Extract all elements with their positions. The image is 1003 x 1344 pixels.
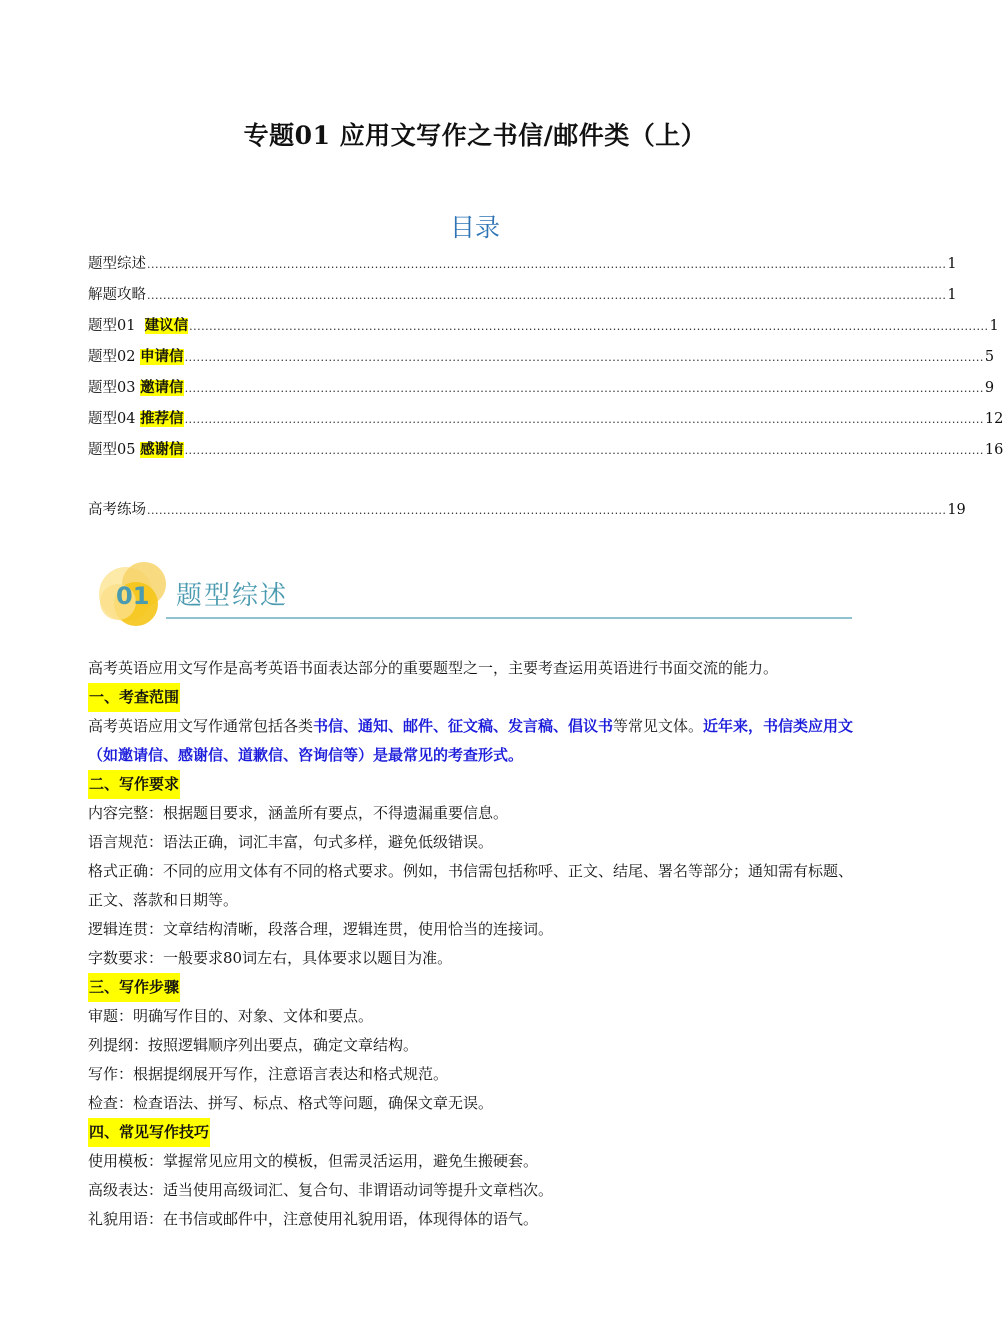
emphasis-text: 书信、通知、邮件、征文稿、发言稿、倡议书 xyxy=(313,717,614,735)
list-item: 审题：明确写作目的、对象、文体和要点。 xyxy=(88,1007,374,1025)
toc-highlight: 邀请信 xyxy=(140,380,184,396)
list-item: 格式正确：不同的应用文体有不同的格式要求。例如，书信需包括称呼、正文、结尾、署名等部分；通知需有标题、正文、落款和日期等。 xyxy=(88,862,854,909)
toc-page: 1 xyxy=(989,318,999,334)
list-item: 写作：根据提纲展开写作，注意语言表达和格式规范。 xyxy=(88,1065,449,1083)
toc-row[interactable] xyxy=(88,345,995,376)
list-item: 逻辑连贯：文章结构清晰，段落合理，逻辑连贯，使用恰当的连接词。 xyxy=(88,920,554,938)
intro-paragraph: 高考英语应用文写作是高考英语书面表达部分的重要题型之一，主要考查运用英语进行书面交流的能力。 xyxy=(88,659,779,677)
toc-leader: ........................................................................................................................................................................................................ xyxy=(147,504,947,517)
list-item: 列提纲：按照逻辑顺序列出要点，确定文章结构。 xyxy=(88,1036,419,1054)
toc-leader: ........................................................................................................................................................................................................ xyxy=(147,289,947,302)
section-heading: 四、常见写作技巧 xyxy=(88,1118,210,1147)
emphasis-text: 近年来，书信类应用文（如邀请信、感谢信、道歉信、咨询信等）是最常见的考查形式。 xyxy=(88,717,854,764)
toc-label: 题型03 xyxy=(88,380,141,396)
list-item: 检查：检查语法、拼写、标点、格式等问题，确保文章无误。 xyxy=(88,1094,494,1112)
toc-leader: ........................................................................................................................................................................................................ xyxy=(189,320,989,333)
section-heading: 三、写作步骤 xyxy=(88,973,180,1002)
list-item: 礼貌用语：在书信或邮件中，注意使用礼貌用语，体现得体的语气。 xyxy=(88,1210,539,1228)
toc-row[interactable] xyxy=(88,376,995,407)
section-number: 01 xyxy=(116,582,150,610)
toc-leader: ........................................................................................................................................................................................................ xyxy=(184,351,984,364)
scope-paragraph: 高考英语应用文写作通常包括各类书信、通知、邮件、征文稿、发言稿、倡议书等常见文体。近年来，书信类应用文（如邀请信、感谢信、道歉信、咨询信等）是最常见的考查形式。 xyxy=(88,717,854,764)
list-item: 语言规范：语法正确，词汇丰富，句式多样，避免低级错误。 xyxy=(88,833,494,851)
toc-label: 高考练场 xyxy=(88,502,146,518)
toc-row[interactable] xyxy=(88,498,966,529)
section-banner xyxy=(96,562,856,626)
table-of-contents xyxy=(88,252,1003,529)
toc-highlight: 推荐信 xyxy=(140,411,184,427)
toc-leader: ........................................................................................................................................................................................................ xyxy=(184,413,984,426)
document-title: 专题01 应用文写作之书信/邮件类（上） xyxy=(243,121,707,150)
toc-row[interactable] xyxy=(88,438,1003,469)
toc-page: 12 xyxy=(984,411,1003,427)
toc-leader: ........................................................................................................................................................................................................ xyxy=(184,382,984,395)
list-item: 字数要求：一般要求80词左右，具体要求以题目为准。 xyxy=(88,949,453,967)
section-heading: 一、考查范围 xyxy=(88,683,180,712)
toc-row[interactable] xyxy=(88,407,1003,438)
toc-label: 题型04 xyxy=(88,411,141,427)
toc-row[interactable] xyxy=(88,252,957,283)
toc-page: 19 xyxy=(947,502,966,518)
toc-highlight: 建议信 xyxy=(144,318,189,334)
list-item: 内容完整：根据题目要求，涵盖所有要点，不得遗漏重要信息。 xyxy=(88,804,509,822)
toc-row[interactable] xyxy=(88,283,957,314)
toc-highlight: 感谢信 xyxy=(140,442,184,458)
toc-label: 题型01 xyxy=(88,318,145,334)
toc-leader: ........................................................................................................................................................................................................ xyxy=(184,444,984,457)
toc-heading: 目录 xyxy=(449,213,500,242)
toc-label: 题型综述 xyxy=(88,256,146,272)
toc-label: 题型05 xyxy=(88,442,141,458)
section-title: 题型综述 xyxy=(176,581,289,611)
toc-highlight: 申请信 xyxy=(140,349,184,365)
overview-body xyxy=(88,654,864,1234)
toc-label: 题型02 xyxy=(88,349,141,365)
toc-page: 9 xyxy=(984,380,995,396)
toc-label: 解题攻略 xyxy=(88,287,146,303)
section-heading: 二、写作要求 xyxy=(88,770,180,799)
toc-page: 1 xyxy=(947,256,957,272)
toc-page: 1 xyxy=(947,287,957,303)
list-item: 高级表达：适当使用高级词汇、复合句、非谓语动词等提升文章档次。 xyxy=(88,1181,554,1199)
toc-page: 5 xyxy=(984,349,995,365)
toc-leader: ........................................................................................................................................................................................................ xyxy=(147,258,947,271)
list-item: 使用模板：掌握常见应用文的模板，但需灵活运用，避免生搬硬套。 xyxy=(88,1152,539,1170)
toc-row[interactable] xyxy=(88,314,999,345)
toc-page: 16 xyxy=(984,442,1003,458)
